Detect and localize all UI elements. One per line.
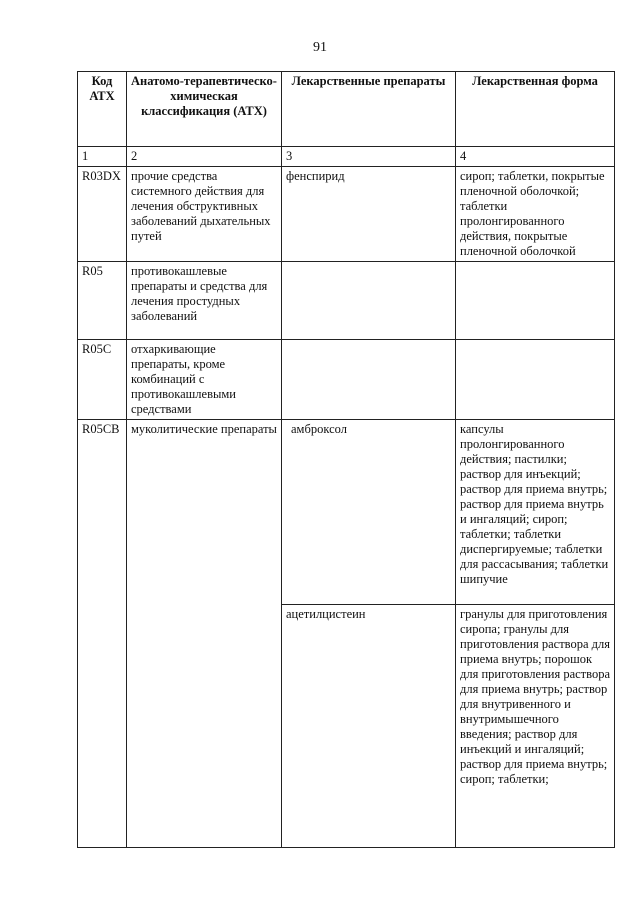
header-code: Код АТХ	[78, 72, 127, 147]
row-code: R05CB	[78, 420, 127, 848]
row-form	[456, 262, 615, 340]
table-row	[78, 340, 615, 420]
row-form	[456, 340, 615, 420]
table-row	[78, 262, 615, 340]
header-row	[78, 72, 615, 147]
row-drug: ацетилцистеин	[282, 605, 456, 848]
row-form: капсулы пролонгированного действия; пастилки; раствор для инъекций; раствор для приема внутрь; раствор для приема внутрь и ингаляций; сироп; таблетки; таблетки диспергируемые; таблетки для рассасывания; таблетки шипучие	[456, 420, 615, 605]
row-drug: фенспирид	[282, 167, 456, 262]
column-number: 4	[456, 147, 615, 167]
row-form: сироп; таблетки, покрытые пленочной оболочкой; таблетки пролонгированного действия, покрытые пленочной оболочкой	[456, 167, 615, 262]
column-number: 3	[282, 147, 456, 167]
row-drug: амброксол	[282, 420, 456, 605]
row-classification: муколитические препараты	[127, 420, 282, 848]
column-number: 2	[127, 147, 282, 167]
row-drug	[282, 262, 456, 340]
table-row	[78, 167, 615, 262]
column-number: 1	[78, 147, 127, 167]
row-code: R05	[78, 262, 127, 340]
row-classification: прочие средства системного действия для лечения обструктивных заболеваний дыхательных путей	[127, 167, 282, 262]
header-drugs: Лекарственные препараты	[282, 72, 456, 147]
header-form: Лекарственная форма	[456, 72, 615, 147]
atx-table	[77, 71, 615, 848]
header-classification: Анатомо-терапевтическо-химическая классификация (АТХ)	[127, 72, 282, 147]
row-drug	[282, 340, 456, 420]
table-row	[78, 420, 615, 605]
column-number-row	[78, 147, 615, 167]
row-code: R05C	[78, 340, 127, 420]
row-form: гранулы для приготовления сиропа; гранулы для приготовления раствора для приема внутрь; порошок для приготовления раствора для приема внутрь; раствор для внутривенного и внутримышечного введения; раствор для инъекций и ингаляций; раствор для приема внутрь; сироп; таблетки;	[456, 605, 615, 848]
page-number: 91	[313, 40, 327, 55]
row-code: R03DX	[78, 167, 127, 262]
row-classification: противокашлевые препараты и средства для лечения простудных заболеваний	[127, 262, 282, 340]
row-classification: отхаркивающие препараты, кроме комбинаций с противокашлевыми средствами	[127, 340, 282, 420]
